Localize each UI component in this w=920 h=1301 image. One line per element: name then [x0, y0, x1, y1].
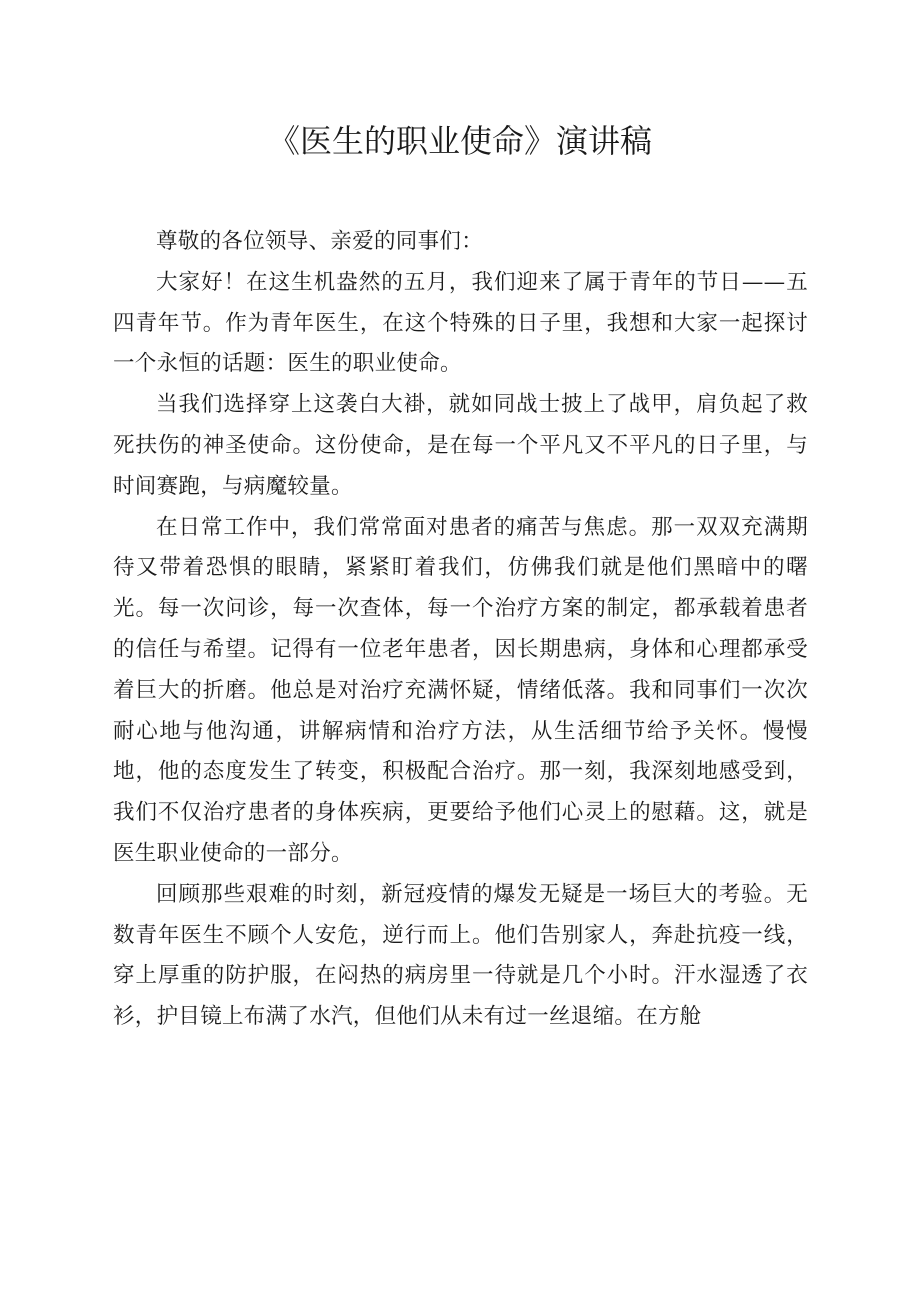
salutation: 尊敬的各位领导、亲爱的同事们： — [156, 229, 484, 254]
document-body — [113, 222, 808, 1038]
document-title: 《医生的职业使命》演讲稿 — [267, 122, 652, 160]
paragraph-3: 在日常工作中，我们常常面对患者的痛苦与焦虑。那一双双充满期待又带着恐惧的眼睛，紧紧盯着我们，仿佛我们就是他们黑暗中的曙光。每一次问诊，每一次查体，每一个治疗方案的制定，都承载着患者的信任与希望。记得有一位老年患者，因长期患病，身体和心理都承受着巨大的折磨。他总是对治疗充满怀疑，情绪低落。我和同事们一次次耐心地与他沟通，讲解病情和治疗方法，从生活细节给予关怀。慢慢地，他的态度发生了转变，积极配合治疗。那一刻，我深刻地感受到，我们不仅治疗患者的身体疾病，更要给予他们心灵上的慰藉。这，就是医生职业使命的一部分。 — [113, 514, 808, 866]
paragraph-4: 回顾那些艰难的时刻，新冠疫情的爆发无疑是一场巨大的考验。无数青年医生不顾个人安危，逆行而上。他们告别家人，奔赴抗疫一线，穿上厚重的防护服，在闷热的病房里一待就是几个小时。汗水湿透了衣衫，护目镜上布满了水汽，但他们从未有过一丝退缩。在方舱 — [113, 881, 808, 1030]
paragraph-2: 当我们选择穿上这袭白大褂，就如同战士披上了战甲，肩负起了救死扶伤的神圣使命。这份使命，是在每一个平凡又不平凡的日子里，与时间赛跑，与病魔较量。 — [113, 392, 808, 499]
paragraph-1: 大家好！在这生机盎然的五月，我们迎来了属于青年的节日——五四青年节。作为青年医生，在这个特殊的日子里，我想和大家一起探讨一个永恒的话题：医生的职业使命。 — [113, 269, 808, 377]
